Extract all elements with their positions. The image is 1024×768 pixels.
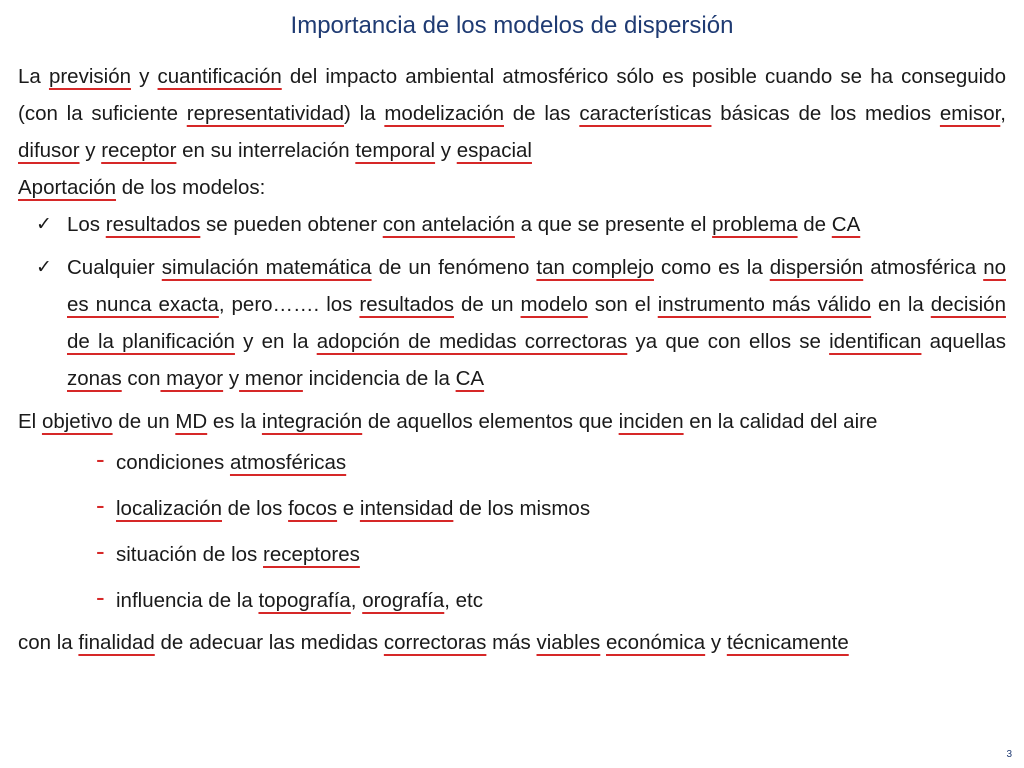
dash-item-text [116,451,346,474]
underlined-term: integración [261,410,363,433]
check-icon: ✓ [36,213,52,235]
underlined-term: adopción de medidas correctoras [316,330,628,353]
underlined-term: mayor [160,367,224,390]
check-item-text [67,256,1006,390]
text-run: de [797,213,832,236]
purpose-paragraph [18,624,1006,661]
text-run: con la [18,631,79,654]
dash-item-text [116,589,483,612]
underlined-term: modelo [520,293,588,316]
check-list [18,206,1006,397]
underlined-term: orografía [362,589,445,612]
underlined-term: dispersión [769,256,864,279]
text-run: de las [504,102,580,125]
underlined-term: con antelación [382,213,515,236]
underlined-term: identifican [829,330,922,353]
objective-paragraph [18,403,1006,440]
dash-list-item [18,532,1006,578]
underlined-term: previsión [48,65,131,88]
underlined-term: inciden [618,410,684,433]
text-run: con [121,367,161,390]
check-list-item [18,206,1006,243]
text-run: y [79,139,102,162]
check-list-item [18,249,1006,397]
text-run: ) la [344,102,385,125]
dash-bullet-icon: - [96,536,105,566]
underlined-term: difusor [18,139,80,162]
text-run: y [705,631,727,654]
text-run: como es la [653,256,770,279]
underlined-term: zonas [67,367,122,390]
text-run: influencia de la [116,589,259,612]
dash-list-item [18,440,1006,486]
underlined-term: receptores [263,543,360,566]
underlined-term: Aportación [18,176,117,199]
text-run: de un [112,410,176,433]
underlined-term: decisión de la planificación [67,293,1006,353]
text-run: de los [221,497,289,520]
underlined-term: topografía [258,589,351,612]
dash-list-item [18,578,1006,624]
check-icon: ✓ [36,256,52,278]
underlined-term: CA [455,367,485,390]
text-run: , pero……. los [218,293,360,316]
text-run: se pueden obtener [200,213,383,236]
text-run: son el [587,293,658,316]
underlined-term: correctoras [383,631,487,654]
text-run: de adecuar las medidas [154,631,384,654]
text-run: del impacto ambiental atmosférico sólo es posible cuando se ha conseguido (con la suficiente [18,65,1007,125]
underlined-term: técnicamente [726,631,849,654]
text-run: de los mismos [453,497,591,520]
underlined-term: representatividad [186,102,345,125]
underlined-term: menor [239,367,303,390]
underlined-term: instrumento más válido [657,293,872,316]
underlined-term: viables [536,631,601,654]
underlined-term: objetivo [41,410,113,433]
text-run: en la calidad del aire [683,410,878,433]
dash-item-text [116,497,590,520]
text-run: en su interrelación [176,139,356,162]
text-run: de aquellos elementos que [362,410,619,433]
text-run: condiciones [116,451,230,474]
slide-title: Importancia de los modelos de dispersión [290,12,734,39]
underlined-term: resultados [359,293,455,316]
text-run: en la [871,293,931,316]
underlined-term: MD [175,410,208,433]
text-run: El [18,410,42,433]
page-number: 3 [1006,749,1012,760]
text-run: Los [67,213,106,236]
text-run: y en la [234,330,317,353]
text-run: La [18,65,49,88]
dash-bullet-icon: - [96,444,105,474]
underlined-term: finalidad [78,631,155,654]
text-run: a que se presente el [514,213,713,236]
underlined-term: localización [116,497,222,520]
text-run: ya que con ellos se [627,330,830,353]
underlined-term: CA [831,213,861,236]
text-run: incidencia de la [302,367,456,390]
text-run: de los modelos: [116,176,266,199]
underlined-term: emisor [939,102,1001,125]
contributions-heading [18,169,1006,206]
dash-bullet-icon: - [96,582,105,612]
text-run: , [350,589,363,612]
text-run: Cualquier [67,256,162,279]
text-run: e [337,497,360,520]
text-run: y [131,65,158,88]
dash-item-text [116,543,360,566]
underlined-term: resultados [105,213,201,236]
underlined-term: focos [288,497,338,520]
underlined-term: temporal [355,139,436,162]
underlined-term: simulación matemática [161,256,372,279]
dash-bullet-icon: - [96,490,105,520]
underlined-term: económica [606,631,706,654]
check-item-text [67,213,860,236]
underlined-term: no es nunca exacta [67,256,1006,316]
text-run: y [223,367,240,390]
dash-list [18,440,1006,624]
intro-paragraph [18,58,1006,169]
underlined-term: receptor [101,139,177,162]
underlined-term: problema [712,213,798,236]
text-run: , [1000,102,1006,125]
underlined-term: cuantificación [157,65,282,88]
underlined-term: atmosféricas [229,451,347,474]
text-run: atmosférica [863,256,984,279]
underlined-term: espacial [456,139,532,162]
text-run: básicas de los medios [711,102,940,125]
underlined-term: tan complejo [536,256,654,279]
text-run: es la [207,410,262,433]
underlined-term: intensidad [359,497,454,520]
text-run: , etc [444,589,484,612]
text-run: de un [454,293,521,316]
text-run: más [486,631,537,654]
text-run: situación de los [116,543,264,566]
text-run: de un fenómeno [371,256,537,279]
text-run: aquellas [921,330,1006,353]
slide-body [18,58,1006,661]
dash-list-item [18,486,1006,532]
underlined-term: características [579,102,712,125]
text-run: y [435,139,457,162]
underlined-term: modelización [384,102,504,125]
